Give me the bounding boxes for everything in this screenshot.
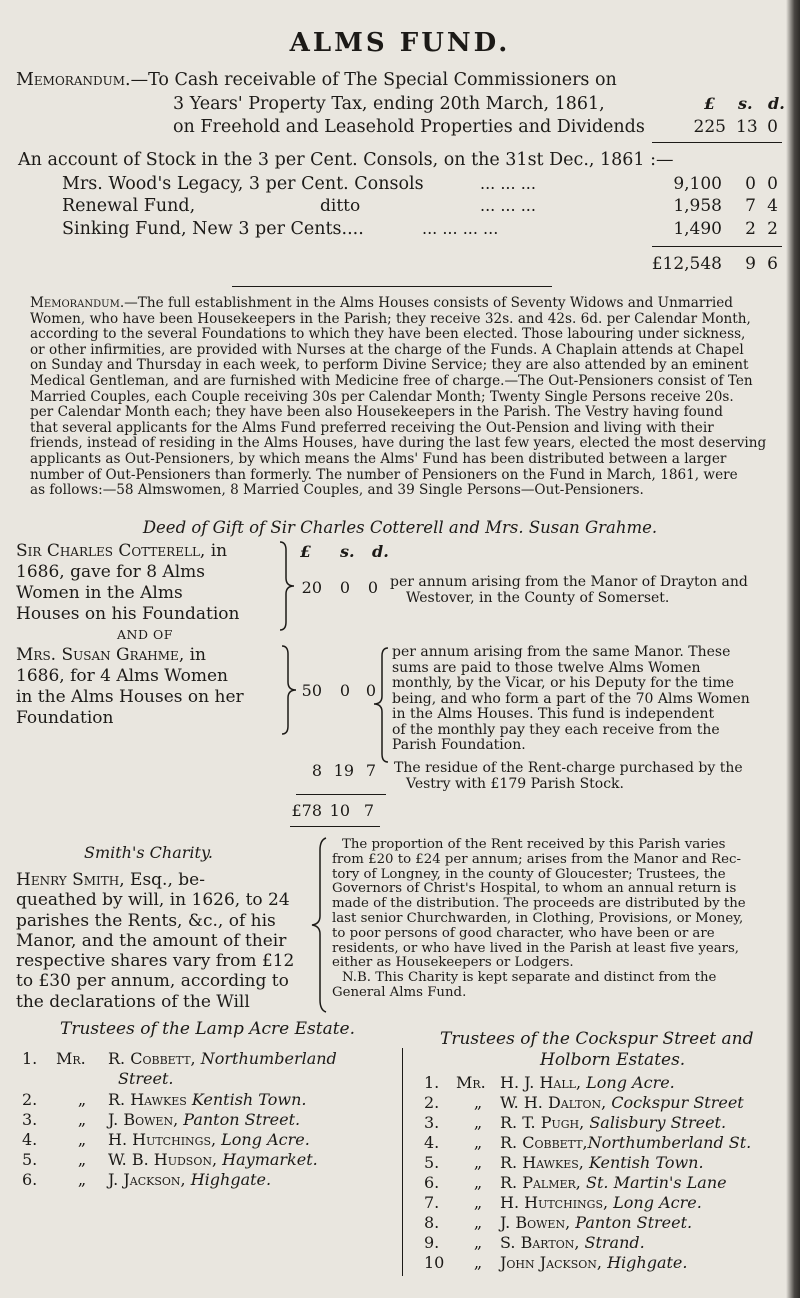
smith-right-text: The proportion of the Rent received by this Parish varies from £20 to £24 per annum; arises from the Manor and Rec- tory of Longney, in the county of Gloucester; Trustees, the Governors of Christ's Hospital, to whom an annual return is made of the distribution. The proceeds are distributed by the last senior Churchwarden, in Clothing, Provisions, or Money, to poor persons of good character, who have been or are residents, or who have lived in the Parish at least five years, either as Housekeepers or Lodgers. N.B. This Charity is kept separate and distinct from the General Alms Fund.	[332, 837, 746, 1000]
cockspur-trustee-7: 7. „ H. Hutchings, Long Acre.	[424, 1193, 702, 1212]
stock-heading: An account of Stock in the 3 per Cent. Consols, on the 31st Dec., 1861 :—	[18, 150, 674, 170]
cockspur-trustee-6: 6. „ R. Palmer, St. Martin's Lane	[424, 1173, 727, 1192]
stock-row-pence: 0	[767, 174, 778, 194]
stock-row-pence: 2	[767, 219, 778, 239]
cockspur-trustee-3: 3. „ R. T. Pugh, Salisbury Street.	[424, 1113, 727, 1132]
stock-row-shillings: 0	[745, 174, 756, 194]
grahme-desc-brace	[370, 646, 392, 764]
cockspur-trustee-4: 4. „ R. Cobbett,Northumberland St.	[424, 1133, 752, 1152]
memo1-rule	[652, 142, 782, 143]
cockspur-trustee-9: 9. „ S. Barton, Strand.	[424, 1233, 645, 1252]
cotterell-amount-pounds: 20	[301, 578, 322, 597]
stock-total-rule	[652, 246, 782, 247]
stock-row-dots: ... ... ... ...	[422, 219, 499, 238]
memo1-pence-header: d.	[768, 94, 785, 113]
lamp-trustee-1-street: Street.	[118, 1069, 174, 1088]
deed-total-pounds: £78	[291, 801, 322, 820]
page-title: ALMS FUND.	[289, 28, 511, 58]
grahme-amount-pounds: 50	[301, 681, 322, 700]
stock-row-label: Mrs. Wood's Legacy, 3 per Cent. Consols	[62, 174, 424, 194]
residue-amount-pounds: 8	[311, 761, 322, 780]
deed-total-shillings: 10	[329, 801, 350, 820]
cotterell-amount-pence: 0	[367, 578, 378, 597]
grahme-brace	[278, 644, 298, 736]
memo1-label: Memorandum.	[16, 70, 131, 90]
deed-heading: Deed of Gift of Sir Charles Cotterell and Mrs. Susan Grahme.	[142, 518, 658, 537]
cotterell-brace	[276, 540, 298, 632]
trustees-column-divider	[402, 1048, 403, 1276]
deed-pence-header: d.	[372, 542, 389, 561]
stock-row-dots: ... ... ...	[480, 174, 536, 193]
smith-name: Henry Smith,	[16, 870, 125, 890]
memo1-line1: Memorandum.—To Cash receivable of The Special Commissioners on	[16, 70, 617, 90]
grahme-amount-pence: 0	[365, 681, 376, 700]
stock-row-ditto: ditto	[320, 196, 361, 216]
and-of-label: AND OF	[117, 627, 173, 642]
stock-row-pounds: 9,100	[673, 174, 722, 194]
cotterell-desc: per annum arising from the Manor of Drayton and Westover, in the County of Somerset.	[390, 574, 748, 606]
cotterell-amount-shillings: 0	[339, 578, 350, 597]
deed-shillings-header: s.	[340, 542, 355, 561]
residue-desc: The residue of the Rent-charge purchased by the Vestry with £179 Parish Stock.	[394, 760, 743, 792]
deed-pounds-header: £	[300, 542, 312, 561]
cockspur-heading-1: Trustees of the Cockspur Street and	[440, 1029, 754, 1049]
section-divider	[232, 286, 552, 287]
lamp-heading: Trustees of the Lamp Acre Estate.	[60, 1019, 356, 1039]
stock-row-dots: ... ... ...	[480, 196, 536, 215]
cockspur-heading-2: Holborn Estates.	[540, 1050, 686, 1070]
memo2-paragraph: Memorandum.—The full establishment in the Alms Houses consists of Seventy Widows and Unmarried Women, who have been Housekeepers in the Parish; they receive 32s. and 42s. 6d. per Calendar Month, according to the several Foundations to which they have been elected. Those labouring under sickness, or other infirmities, are provided with Nurses at the charge of the Funds. A Chaplain attends at Chapel on Sunday and Thursday in each week, to perform Divine Service; they are also attended by an eminent Medical Gentleman, and are furnished with Medicine free of charge.—The Out-Pensioners consist of Ten Married Couples, each Couple receiving 30s per Calendar Month; Twenty Single Persons receive 20s. per Calendar Month each; they have been also Housekeepers in the Parish. The Vestry having found that several applicants for the Alms Fund preferred receiving the Out-Pension and living with their friends, instead of residing in the Alms Houses, have during the last few years, elected the most deserving applicants as Out-Pensioners, by which means the Alms' Fund has been distributed between a larger number of Out-Pensioners than formerly. The number of Pensioners on the Fund in March, 1861, were as follows:—58 Almswomen, 8 Married Couples, and 39 Single Persons—Out-Pensioners.	[30, 295, 767, 499]
deed-total-pence: 7	[363, 801, 374, 820]
stock-row-shillings: 7	[745, 196, 756, 216]
stock-row-label: Renewal Fund,	[62, 196, 196, 216]
memo1-amount-pence: 0	[767, 117, 778, 137]
smith-heading: Smith's Charity.	[84, 843, 213, 862]
cockspur-trustee-1: 1. Mr. H. J. Hall, Long Acre.	[424, 1073, 675, 1092]
stock-total-pounds: £12,548	[651, 254, 722, 274]
stock-row-label: Sinking Fund, New 3 per Cents....	[62, 219, 364, 239]
memo1-line2: 3 Years' Property Tax, ending 20th March, 1861,	[173, 94, 605, 114]
grahme-amount-shillings: 0	[339, 681, 350, 700]
memo1-amount-shillings: 13	[736, 117, 758, 137]
lamp-trustee-1: 1. Mr. R. Cobbett, Northumberland	[22, 1049, 337, 1068]
residue-amount-shillings: 19	[333, 761, 354, 780]
smith-left-text: Henry Smith, Esq., be- queathed by will, in 1626, to 24 parishes the Rents, &c., of his Manor, and the amount of their respective shares vary from £12 to £30 per annum, according to the declarations of the Will	[16, 870, 295, 1012]
deed-total-rule	[296, 794, 386, 795]
residue-amount-pence: 7	[365, 761, 376, 780]
grahme-text: Mrs. Susan Grahme, in 1686, for 4 Alms Women in the Alms Houses on her Foundation	[16, 645, 244, 728]
lamp-trustee-5: 5. „ W. B. Hudson, Haymarket.	[22, 1150, 318, 1169]
page-edge-shadow	[786, 0, 800, 1298]
memo2-label: Memorandum.	[30, 295, 125, 311]
grahme-desc: per annum arising from the same Manor. These sums are paid to those twelve Alms Women monthly, by the Vicar, or his Deputy for the time being, and who form a part of the 70 Alms Women in the Alms Houses. This fund is independent of the monthly pay they each receive from the Parish Foundation.	[392, 644, 750, 753]
cockspur-trustee-10: 10 „ John Jackson, Highgate.	[424, 1253, 688, 1272]
smith-brace	[308, 836, 330, 1014]
stock-total-shillings: 9	[745, 254, 756, 274]
cockspur-trustee-8: 8. „ J. Bowen, Panton Street.	[424, 1213, 693, 1232]
memo1-pounds-header: £	[704, 94, 716, 113]
stock-row-pence: 4	[767, 196, 778, 216]
memo1-line3: on Freehold and Leasehold Properties and Dividends	[173, 117, 645, 137]
memo1-shillings-header: s.	[738, 94, 753, 113]
cockspur-trustee-2: 2. „ W. H. Dalton, Cockspur Street	[424, 1093, 744, 1112]
memo1-amount-pounds: 225	[693, 117, 726, 137]
lamp-trustee-3: 3. „ J. Bowen, Panton Street.	[22, 1110, 301, 1129]
cotterell-name: Sir Charles Cotterell,	[16, 541, 206, 561]
stock-total-pence: 6	[767, 254, 778, 274]
deed-total-underline	[290, 826, 380, 827]
stock-row-pounds: 1,490	[673, 219, 722, 239]
cotterell-text: Sir Charles Cotterell, in 1686, gave for 8 Alms Women in the Alms Houses on his Foundation	[16, 541, 240, 624]
stock-row-shillings: 2	[745, 219, 756, 239]
lamp-trustee-4: 4. „ H. Hutchings, Long Acre.	[22, 1130, 310, 1149]
lamp-trustee-2: 2. „ R. Hawkes Kentish Town.	[22, 1090, 307, 1109]
cockspur-trustee-5: 5. „ R. Hawkes, Kentish Town.	[424, 1153, 704, 1172]
grahme-name: Mrs. Susan Grahme,	[16, 645, 185, 665]
stock-row-pounds: 1,958	[673, 196, 722, 216]
lamp-trustee-6: 6. „ J. Jackson, Highgate.	[22, 1170, 272, 1189]
